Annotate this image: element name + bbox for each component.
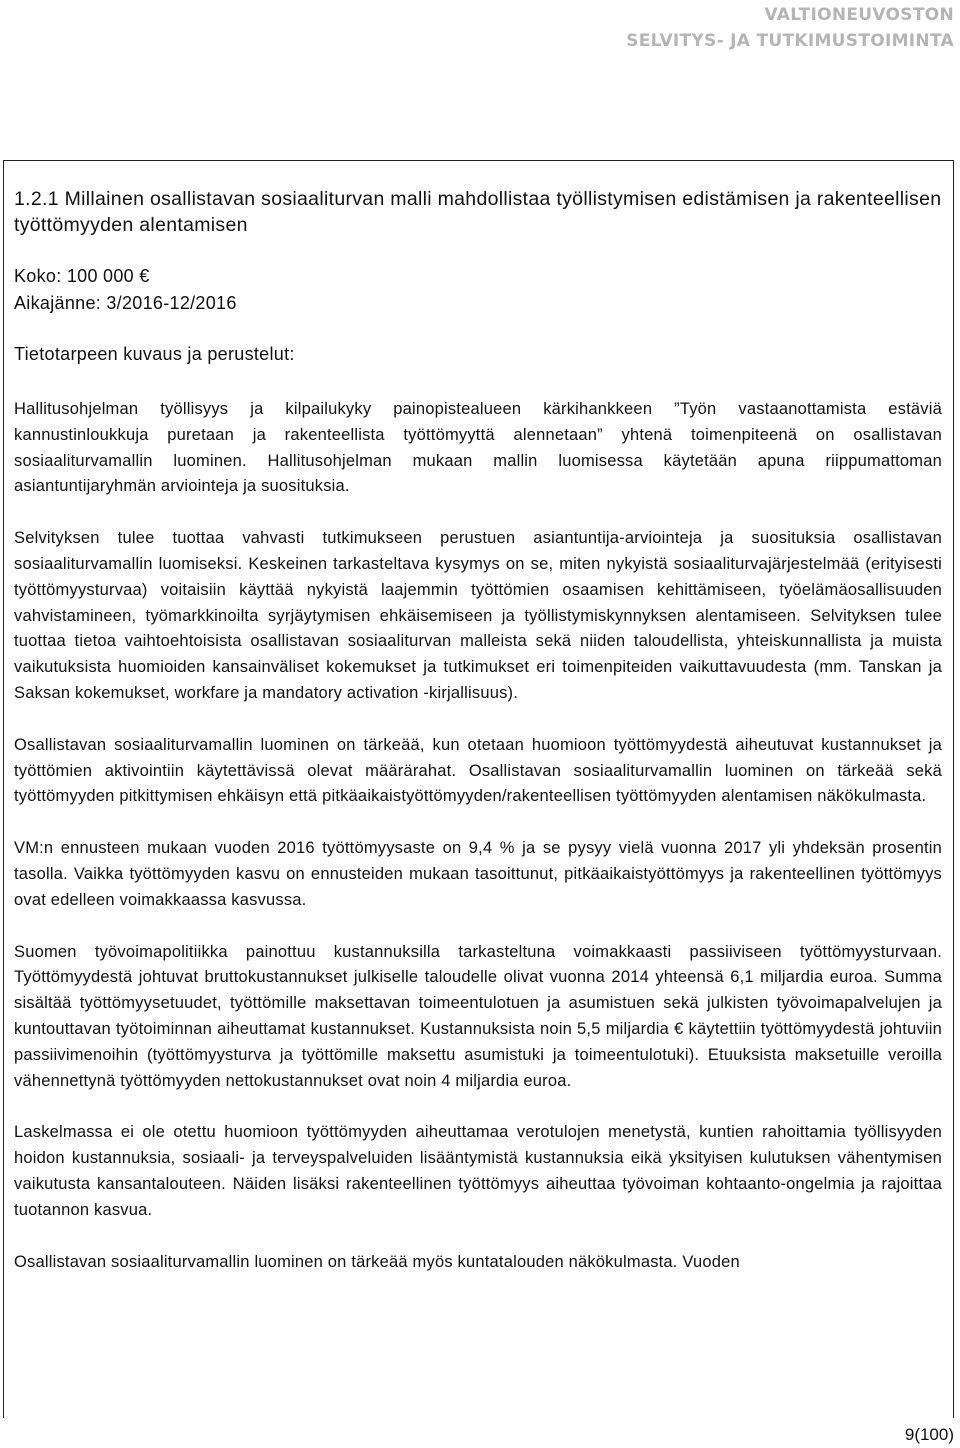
organization-header (626, 2, 954, 54)
paragraph: Suomen työvoimapolitiikka painottuu kustannuksilla tarkasteltuna voimakkaasti passiiviseen työttömyysturvaan. Työttömyydestä johtuvat bruttokustannukset julkiselle taloudelle olivat vuonna 2014 yhteensä 6,1 miljardia euroa. Summa sisältää työttömyysetuudet, työttömille maksettavan toimeentulotuen ja asumistuen sekä julkisten työvoimapalvelujen ja kuntouttavan työtoiminnan aiheuttamat kustannukset. Kustannuksista noin 5,5 miljardia € käytettiin työttömyydestä johtuviin passiivimenoihin (työttömyysturva ja työttömille maksettu asumistuki ja toimeentulotuki). Etuuksista maksetuille veroilla vähennettynä työttömyyden nettokustannukset ovat noin 4 miljardia euroa. (14, 942, 942, 1090)
project-meta (14, 263, 942, 317)
paragraph: Osallistavan sosiaaliturvamallin luominen on tärkeää myös kuntatalouden näkökulmasta. Vuoden (14, 1252, 740, 1271)
subheading: Tietotarpeen kuvaus ja perustelut: (14, 344, 295, 364)
project-size: Koko: 100 000 € (14, 266, 150, 286)
paragraph: Osallistavan sosiaaliturvamallin luominen on tärkeää, kun otetaan huomioon työttömyydestä aiheutuvat kustannukset ja työttömien aktivointiin käytettävissä olevat määrärahat. Osallistavan sosiaaliturvamallin luominen on tärkeää sekä työttömyyden pitkittymisen ehkäisyn että pitkäaikaistyöttömyyden/rakenteellisen työttömyyden alentamisen näkökulmasta. (14, 735, 942, 806)
paragraph: Hallitusohjelman työllisyys ja kilpailukyky painopistealueen kärkihankkeen ”Työn vastaanottamista estäviä kannustinloukkuja puretaan ja rakenteellista työttömyyttä alennetaan” yhtenä toimenpiteenä on osallistavan sosiaaliturvamallin luominen. Hallitusohjelman mukaan mallin luomisessa käytetään apuna riippumattoman asiantuntijaryhmän arviointeja ja suosituksia. (14, 400, 942, 496)
section-content (14, 186, 942, 1301)
org-name-line-1: VALTIONEUVOSTON (764, 5, 954, 25)
section-heading: 1.2.1 Millainen osallistavan sosiaaliturvan malli mahdollistaa työllistymisen edistämisen ja rakenteellisen työttömyyden alentamisen (14, 188, 942, 236)
project-period: Aikajänne: 3/2016-12/2016 (14, 293, 237, 313)
section-box (3, 160, 954, 1418)
body-text (14, 397, 942, 1275)
org-name-line-2: SELVITYS- JA TUTKIMUSTOIMINTA (626, 31, 954, 51)
page-number: 9(100) (904, 1425, 954, 1444)
paragraph: Laskelmassa ei ole otettu huomioon työttömyyden aiheuttamaa verotulojen menetystä, kuntien rahoittamia työllisyyden hoidon kustannuksia, sosiaali- ja terveyspalveluiden lisääntymistä kustannuksia eikä yksityisen kulutuksen vähentymisen vaikutusta kansantalouteen. Näiden lisäksi rakenteellinen työttömyys aiheuttaa työvoiman kohtaanto-ongelmia ja rajoittaa tuotannon kasvua. (14, 1123, 942, 1219)
paragraph: VM:n ennusteen mukaan vuoden 2016 työttömyysaste on 9,4 % ja se pysyy vielä vuonna 2017 yli yhdeksän prosentin tasolla. Vaikka työttömyyden kasvu on ennusteiden mukaan tasoittunut, pitkäaikaistyöttömyys ja rakenteellinen työttömyys ovat edelleen voimakkaassa kasvussa. (14, 839, 942, 909)
paragraph: Selvityksen tulee tuottaa vahvasti tutkimukseen perustuen asiantuntija-arviointeja ja suosituksia osallistavan sosiaaliturvamallin luomiseksi. Keskeinen tarkasteltava kysymys on se, miten nykyistä sosiaaliturvajärjestelmää (erityisesti työttömyysturvaa) voitaisiin käyttää nykyistä laajemmin työttömien osaamisen kehittämiseen, työelämäosallisuuden vahvistamineen, työmarkkinoilta syrjäytymisen ehkäisemiseen ja työllistymiskynnyksen alentamiseen. Selvityksen tulee tuottaa tietoa vaihtoehtoisista osallistavan sosiaaliturvan malleista sekä niiden taloudellista, yhteiskunnallista ja muista vaikutuksista huomioiden kansainväliset kokemukset ja tutkimukset eri toimenpiteiden vaikuttavuudesta (mm. Tanskan ja Saksan kokemukset, workfare ja mandatory activation -kirjallisuus). (14, 529, 942, 702)
